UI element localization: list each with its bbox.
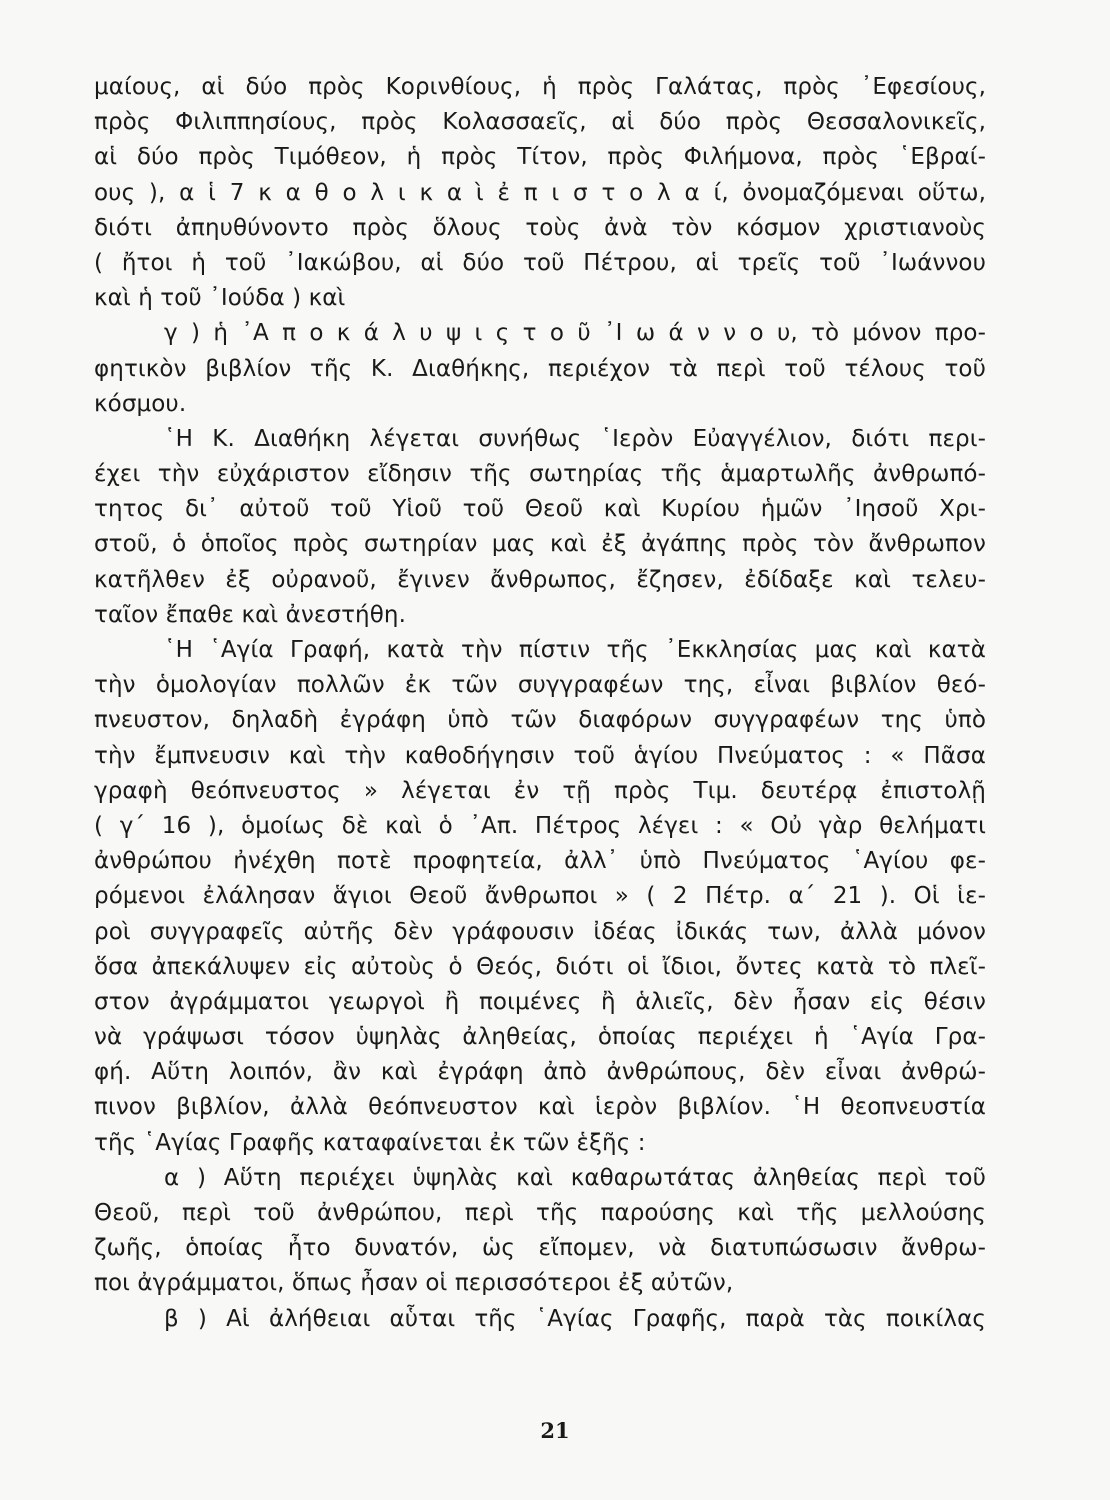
text-line: αἱ δύο πρὸς Τιμόθεον, ἡ πρὸς Τίτον, πρὸς Φιλήμονα, πρὸς ῾Εβραί- bbox=[94, 144, 986, 171]
text-line: τητος δι᾿ αὐτοῦ τοῦ Υἱοῦ τοῦ Θεοῦ καὶ Κυρίου ἡμῶν ᾿Ιησοῦ Χρι- bbox=[94, 496, 986, 523]
text-line: ροὶ συγγραφεῖς αὐτῆς δὲν γράφουσιν ἰδέας ἰδικάς των, ἀλλὰ μόνον bbox=[94, 918, 986, 945]
text-line: κόσμου. bbox=[94, 390, 187, 417]
text-line: ῾Η ῾Αγία Γραφή, κατὰ τὴν πίστιν τῆς ᾿Εκκλησίας μας καὶ κατὰ bbox=[164, 637, 986, 663]
text-line: καὶ ἡ τοῦ ᾿Ιούδα ) καὶ bbox=[94, 285, 346, 312]
text-line: φητικὸν βιβλίον τῆς Κ. Διαθήκης, περιέχον τὰ περὶ τοῦ τέλους τοῦ bbox=[94, 355, 986, 382]
text-line: έχει τὴν εὐχάριστον εἴδησιν τῆς σωτηρίας τῆς ἁμαρτωλῆς ἀνθρωπό- bbox=[94, 461, 986, 488]
text-line: νὰ γράψωσι τόσον ὑψηλὰς ἀληθείας, ὁποίας περιέχει ἡ ῾Αγία Γρα- bbox=[94, 1024, 986, 1051]
text-line: διότι ἀπηυθύνοντο πρὸς ὅλους τοὺς ἀνὰ τὸν κόσμον χριστιανοὺς bbox=[94, 214, 986, 241]
text-line: πινον βιβλίον, ἀλλὰ θεόπνευστον καὶ ἱερὸν βιβλίον. ῾Η θεοπνευστία bbox=[94, 1094, 986, 1121]
page-number: 21 bbox=[540, 1418, 570, 1443]
text-line: ( γ΄ 16 ), ὁμοίως δὲ καὶ ὁ ᾿Απ. Πέτρος λέγει : « Οὐ γὰρ θελήματι bbox=[94, 812, 986, 839]
body-text bbox=[94, 70, 986, 1337]
text-line: ταῖον ἔπαθε καὶ ἀνεστήθη. bbox=[94, 601, 406, 628]
text-line: α ) Αὕτη περιέχει ὑψηλὰς καὶ καθαρωτάτας ἀληθείας περὶ τοῦ bbox=[164, 1164, 986, 1191]
text-line: γ ) ἡ ᾿Α π ο κ ά λ υ ψ ι ς τ ο ῦ ᾿Ι ω ά ν ν ο υ, τὸ μόνον προ- bbox=[164, 320, 986, 347]
text-line: γραφὴ θεόπνευστος » λέγεται ἐν τῇ πρὸς Τιμ. δευτέρᾳ ἐπιστολῇ bbox=[94, 777, 986, 804]
text-line: στον ἀγράμματοι γεωργοὶ ἢ ποιμένες ἢ ἁλιεῖς, δὲν ἦσαν εἰς θέσιν bbox=[94, 988, 986, 1015]
text-line: ους ), α ἱ 7 κ α θ ο λ ι κ α ὶ ἐ π ι σ τ ο λ α ί, ὀνομαζόμεναι οὕτω, bbox=[94, 179, 986, 206]
text-line: στοῦ, ὁ ὁποῖος πρὸς σωτηρίαν μας καὶ ἐξ ἀγάπης πρὸς τὸν ἄνθρωπον bbox=[94, 531, 986, 558]
text-line: τὴν ὁμολογίαν πολλῶν ἐκ τῶν συγγραφέων της, εἶναι βιβλίον θεό- bbox=[94, 672, 986, 699]
text-line: πνευστον, δηλαδὴ ἐγράφη ὑπὸ τῶν διαφόρων συγγραφέων της ὑπὸ bbox=[94, 707, 986, 734]
text-line: ζωῆς, ὁποίας ἦτο δυνατόν, ὡς εἴπομεν, νὰ διατυπώσωσιν ἄνθρω- bbox=[94, 1235, 986, 1262]
text-line: ποι ἀγράμματοι, ὅπως ἦσαν οἱ περισσότεροι ἐξ αὐτῶν, bbox=[94, 1270, 734, 1297]
text-line: τῆς ῾Αγίας Γραφῆς καταφαίνεται ἐκ τῶν ἑξῆς : bbox=[94, 1129, 646, 1156]
text-line: ἀνθρώπου ἠνέχθη ποτὲ προφητεία, ἀλλ᾿ ὑπὸ Πνεύματος ῾Αγίου φε- bbox=[94, 848, 986, 875]
text-line: Θεοῦ, περὶ τοῦ ἀνθρώπου, περὶ τῆς παρούσης καὶ τῆς μελλούσης bbox=[94, 1200, 986, 1226]
text-line: κατῆλθεν ἐξ οὐρανοῦ, ἔγινεν ἄνθρωπος, ἔζησεν, ἐδίδαξε καὶ τελευ- bbox=[94, 566, 986, 593]
text-line: μαίους, αἱ δύο πρὸς Κορινθίους, ἡ πρὸς Γαλάτας, πρὸς ᾿Εφεσίους, bbox=[94, 74, 986, 100]
text-line: ρόμενοι ἐλάλησαν ἅγιοι Θεοῦ ἄνθρωποι » ( 2 Πέτρ. α΄ 21 ). Οἱ ἱε- bbox=[94, 883, 986, 910]
text-line: ῾Η Κ. Διαθήκη λέγεται συνήθως ῾Ιερὸν Εὐαγγέλιον, διότι περι- bbox=[164, 425, 986, 452]
text-line: ὅσα ἀπεκάλυψεν εἰς αὐτοὺς ὁ Θεός, διότι οἱ ἴδιοι, ὄντες κατὰ τὸ πλεῖ- bbox=[94, 953, 986, 980]
text-line: πρὸς Φιλιππησίους, πρὸς Κολασσαεῖς, αἱ δύο πρὸς Θεσσαλονικεῖς, bbox=[94, 109, 986, 136]
text-line: φή. Αὕτη λοιπόν, ἂν καὶ ἐγράφη ἀπὸ ἀνθρώπους, δὲν εἶναι ἀνθρώ- bbox=[94, 1059, 986, 1086]
text-line: ( ἤτοι ἡ τοῦ ᾿Ιακώβου, αἱ δύο τοῦ Πέτρου, αἱ τρεῖς τοῦ ᾿Ιωάννου bbox=[94, 249, 986, 276]
text-line: β ) Αἱ ἀλήθειαι αὗται τῆς ῾Αγίας Γραφῆς, παρὰ τὰς ποικίλας bbox=[164, 1305, 986, 1332]
text-line: τὴν ἔμπνευσιν καὶ τὴν καθοδήγησιν τοῦ ἁγίου Πνεύματος : « Πᾶσα bbox=[94, 742, 986, 769]
